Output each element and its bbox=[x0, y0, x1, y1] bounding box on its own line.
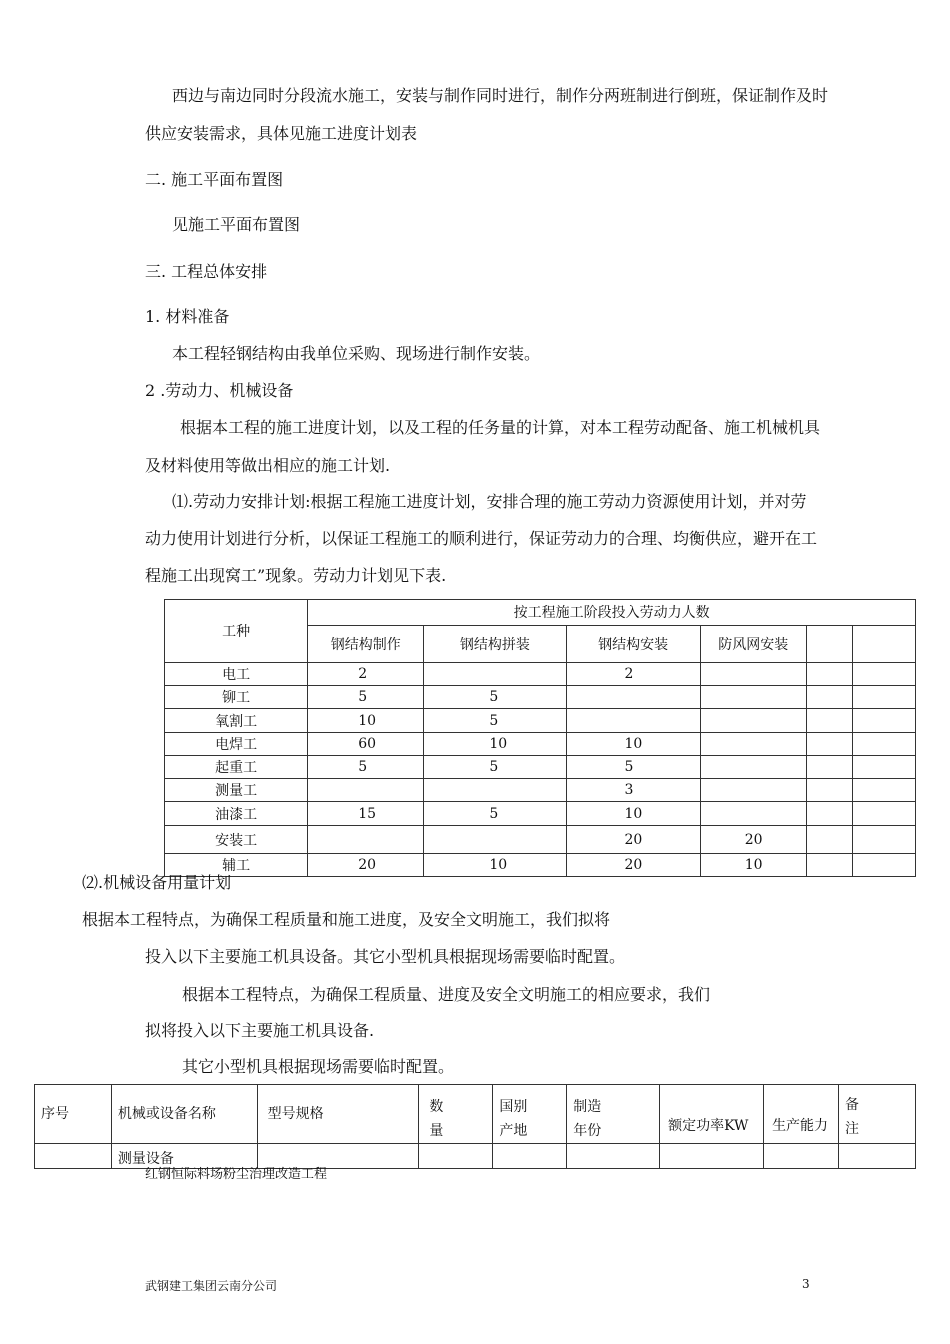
labor-value-cell bbox=[700, 756, 806, 779]
equip-cell bbox=[493, 1144, 567, 1169]
labor-value-cell bbox=[852, 733, 915, 756]
name-header: 机械或设备名称 bbox=[111, 1085, 257, 1144]
labor-value-cell: 5 bbox=[424, 709, 566, 733]
labor-value-cell bbox=[566, 686, 700, 709]
equip-cell bbox=[660, 1144, 764, 1169]
labor-value-cell bbox=[852, 826, 915, 854]
worktype-cell: 电焊工 bbox=[165, 733, 308, 756]
labor-value-cell bbox=[852, 854, 915, 877]
labor-value-cell bbox=[806, 686, 852, 709]
stage-header: 钢结构制作 bbox=[308, 625, 424, 662]
labor-value-cell bbox=[806, 779, 852, 802]
labor-value-cell: 10 bbox=[566, 802, 700, 826]
labor-value-cell bbox=[806, 733, 852, 756]
labor-value-cell: 15 bbox=[308, 802, 424, 826]
para-1-line-1: 西边与南边同时分段流水施工，安装与制作同时进行，制作分两班制进行倒班，保证制作及时 bbox=[172, 86, 829, 105]
labor-table bbox=[164, 599, 916, 877]
equipment-table bbox=[34, 1084, 916, 1169]
labor-value-cell bbox=[852, 663, 915, 686]
para-5-line-2: 动力使用计划进行分析，以保证工程施工的顺利进行，保证劳动力的合理、均衡供应，避开在工 bbox=[145, 529, 818, 548]
labor-value-cell: 2 bbox=[308, 663, 424, 686]
labor-value-cell bbox=[806, 756, 852, 779]
labor-row bbox=[165, 733, 916, 756]
labor-value-cell: 10 bbox=[424, 854, 566, 877]
labor-row bbox=[165, 686, 916, 709]
labor-value-cell bbox=[700, 709, 806, 733]
labor-value-cell: 3 bbox=[566, 779, 700, 802]
footer-company: 武钢建工集团云南分公司 bbox=[145, 1279, 278, 1293]
para-7-line-1: 根据本工程特点，为确保工程质量、进度及安全文明施工的相应要求，我们 bbox=[182, 985, 711, 1004]
note-header: 备 注 bbox=[839, 1085, 916, 1144]
labor-row bbox=[165, 802, 916, 826]
labor-value-cell bbox=[852, 802, 915, 826]
stage-header: 防风网安装 bbox=[700, 625, 806, 662]
labor-value-cell: 2 bbox=[566, 663, 700, 686]
para-7-line-2: 拟将投入以下主要施工机具设备. bbox=[145, 1021, 375, 1040]
equip-cell bbox=[839, 1144, 916, 1169]
equip-cell bbox=[419, 1144, 493, 1169]
model-header: 型号规格 bbox=[257, 1085, 419, 1144]
equip-cell bbox=[764, 1144, 839, 1169]
labor-value-cell bbox=[424, 779, 566, 802]
labor-value-cell: 10 bbox=[308, 709, 424, 733]
worktype-cell: 辅工 bbox=[165, 854, 308, 877]
labor-value-cell bbox=[806, 826, 852, 854]
mech-heading: ⑵.机械设备用量计划 bbox=[82, 873, 232, 892]
labor-value-cell bbox=[806, 802, 852, 826]
heading-3-2: 2 .劳动力、机械设备 bbox=[145, 381, 294, 400]
labor-value-cell bbox=[566, 709, 700, 733]
labor-value-cell bbox=[700, 686, 806, 709]
labor-value-cell bbox=[424, 826, 566, 854]
labor-value-cell: 10 bbox=[424, 733, 566, 756]
para-4-line-1: 根据本工程的施工进度计划，以及工程的任务量的计算，对本工程劳动配备、施工机械机具 bbox=[180, 418, 821, 437]
heading-2: 二. 施工平面布置图 bbox=[145, 170, 284, 189]
page-number: 3 bbox=[802, 1277, 810, 1291]
labor-value-cell: 5 bbox=[424, 802, 566, 826]
worktype-cell: 油漆工 bbox=[165, 802, 308, 826]
seq-header: 序号 bbox=[35, 1085, 112, 1144]
para-6-line-2: 投入以下主要施工机具设备。其它小型机具根据现场需要临时配置。 bbox=[145, 947, 626, 966]
equip-cell bbox=[567, 1144, 660, 1169]
labor-value-cell: 20 bbox=[700, 826, 806, 854]
labor-value-cell bbox=[700, 733, 806, 756]
heading-3-1: 1. 材料准备 bbox=[145, 307, 230, 326]
worktype-cell: 测量工 bbox=[165, 779, 308, 802]
labor-row bbox=[165, 756, 916, 779]
labor-value-cell bbox=[700, 663, 806, 686]
worktype-cell: 起重工 bbox=[165, 756, 308, 779]
labor-value-cell: 60 bbox=[308, 733, 424, 756]
labor-value-cell bbox=[852, 756, 915, 779]
para-2: 见施工平面布置图 bbox=[172, 215, 301, 234]
labor-value-cell bbox=[806, 854, 852, 877]
stage-header: 钢结构安装 bbox=[566, 625, 700, 662]
labor-value-cell: 5 bbox=[566, 756, 700, 779]
labor-value-cell bbox=[700, 802, 806, 826]
labor-value-cell bbox=[308, 826, 424, 854]
year-header: 制造 年份 bbox=[567, 1085, 660, 1144]
labor-value-cell bbox=[424, 663, 566, 686]
para-5-line-1: ⑴.劳动力安排计划:根据工程施工进度计划，安排合理的施工劳动力资源使用计划，并对劳 bbox=[172, 492, 807, 511]
labor-row bbox=[165, 779, 916, 802]
equip-cell bbox=[35, 1144, 112, 1169]
origin-header: 国别 产地 bbox=[493, 1085, 567, 1144]
labor-value-cell: 10 bbox=[566, 733, 700, 756]
labor-value-cell: 10 bbox=[700, 854, 806, 877]
labor-row bbox=[165, 709, 916, 733]
labor-value-cell bbox=[806, 663, 852, 686]
qty-header: 数 量 bbox=[419, 1085, 493, 1144]
para-3: 本工程轻钢结构由我单位采购、现场进行制作安装。 bbox=[172, 344, 541, 363]
labor-value-cell bbox=[852, 709, 915, 733]
labor-value-cell bbox=[852, 779, 915, 802]
labor-row bbox=[165, 826, 916, 854]
labor-row bbox=[165, 663, 916, 686]
capacity-header: 生产能力 bbox=[764, 1085, 839, 1144]
labor-value-cell: 20 bbox=[308, 854, 424, 877]
labor-value-cell bbox=[700, 779, 806, 802]
labor-value-cell: 5 bbox=[308, 686, 424, 709]
labor-value-cell: 5 bbox=[424, 756, 566, 779]
table-caption: 红钢恒际料场粉尘治理改造工程 bbox=[145, 1167, 328, 1182]
labor-value-cell: 20 bbox=[566, 826, 700, 854]
labor-value-cell: 20 bbox=[566, 854, 700, 877]
para-5-line-3: 程施工出现窝工”现象。劳动力计划见下表. bbox=[145, 566, 447, 585]
labor-value-cell bbox=[308, 779, 424, 802]
worktype-cell: 氧割工 bbox=[165, 709, 308, 733]
worktype-cell: 安装工 bbox=[165, 826, 308, 854]
stage-header bbox=[806, 625, 852, 662]
worktype-header: 工种 bbox=[165, 600, 308, 663]
equip-name-cell: 测量设备 bbox=[111, 1144, 257, 1169]
labor-value-cell: 5 bbox=[308, 756, 424, 779]
power-header: 额定功率KW bbox=[660, 1085, 764, 1144]
stage-header bbox=[852, 625, 915, 662]
worktype-cell: 电工 bbox=[165, 663, 308, 686]
labor-value-cell bbox=[852, 686, 915, 709]
para-8: 其它小型机具根据现场需要临时配置。 bbox=[182, 1057, 455, 1076]
stage-group-header: 按工程施工阶段投入劳动力人数 bbox=[308, 600, 916, 626]
worktype-cell: 铆工 bbox=[165, 686, 308, 709]
stage-header: 钢结构拼装 bbox=[424, 625, 566, 662]
labor-value-cell: 5 bbox=[424, 686, 566, 709]
para-4-line-2: 及材料使用等做出相应的施工计划. bbox=[145, 456, 391, 475]
para-1-line-2: 供应安装需求，具体见施工进度计划表 bbox=[145, 124, 418, 143]
labor-row bbox=[165, 854, 916, 877]
labor-value-cell bbox=[806, 709, 852, 733]
para-6-line-1: 根据本工程特点，为确保工程质量和施工进度，及安全文明施工，我们拟将 bbox=[82, 910, 611, 929]
heading-3: 三. 工程总体安排 bbox=[145, 262, 268, 281]
